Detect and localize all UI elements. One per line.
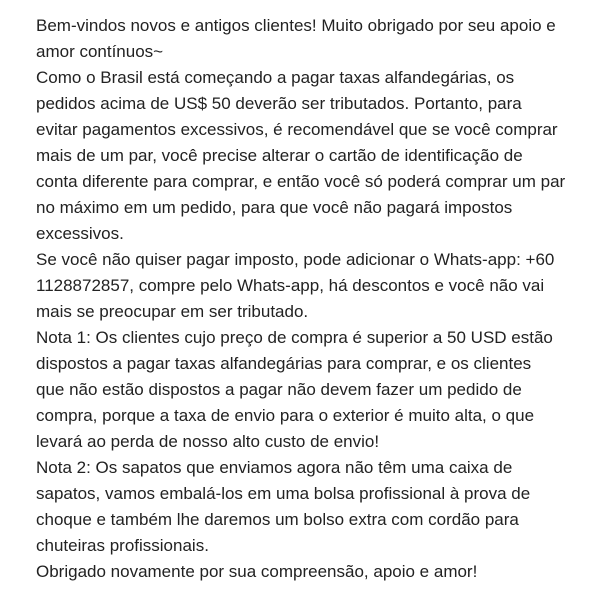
notice-line: amor contínuos~ (36, 42, 164, 61)
notice-line: Bem-vindos novos e antigos clientes! Muito obrigado por seu apoio e (36, 16, 556, 35)
store-notice (36, 13, 581, 585)
notice-line: sapatos, vamos embalá-los em uma bolsa profissional à prova de (36, 484, 531, 503)
notice-line: Como o Brasil está começando a pagar taxas alfandegárias, os (36, 68, 515, 87)
notice-line: compra, porque a taxa de envio para o exterior é muito alta, o que (36, 406, 535, 425)
notice-line: evitar pagamentos excessivos, é recomendável que se você comprar (36, 120, 558, 139)
notice-line: mais se preocupar em ser tributado. (36, 302, 309, 321)
notice-line: chuteiras profissionais. (36, 536, 209, 555)
notice-line: pedidos acima de US$ 50 deverão ser tributados. Portanto, para (36, 94, 522, 113)
notice-line: excessivos. (36, 224, 124, 243)
notice-line: 1128872857, compre pelo Whats-app, há descontos e você não vai (36, 276, 545, 295)
notice-line: conta diferente para comprar, e então você só poderá comprar um par (36, 172, 566, 191)
notice-line: Se você não quiser pagar imposto, pode adicionar o Whats-app: +60 (36, 250, 555, 269)
notice-line: Obrigado novamente por sua compreensão, apoio e amor! (36, 562, 478, 581)
notice-line: Nota 2: Os sapatos que enviamos agora não têm uma caixa de (36, 458, 513, 477)
notice-line: levará ao perda de nosso alto custo de envio! (36, 432, 380, 451)
notice-line: dispostos a pagar taxas alfandegárias para comprar, e os clientes (36, 354, 532, 373)
notice-line: mais de um par, você precise alterar o cartão de identificação de (36, 146, 523, 165)
notice-line: no máximo em um pedido, para que você não pagará impostos (36, 198, 513, 217)
notice-line: Nota 1: Os clientes cujo preço de compra é superior a 50 USD estão (36, 328, 553, 347)
notice-line: que não estão dispostos a pagar não devem fazer um pedido de (36, 380, 522, 399)
notice-line: choque e também lhe daremos um bolso extra com cordão para (36, 510, 519, 529)
